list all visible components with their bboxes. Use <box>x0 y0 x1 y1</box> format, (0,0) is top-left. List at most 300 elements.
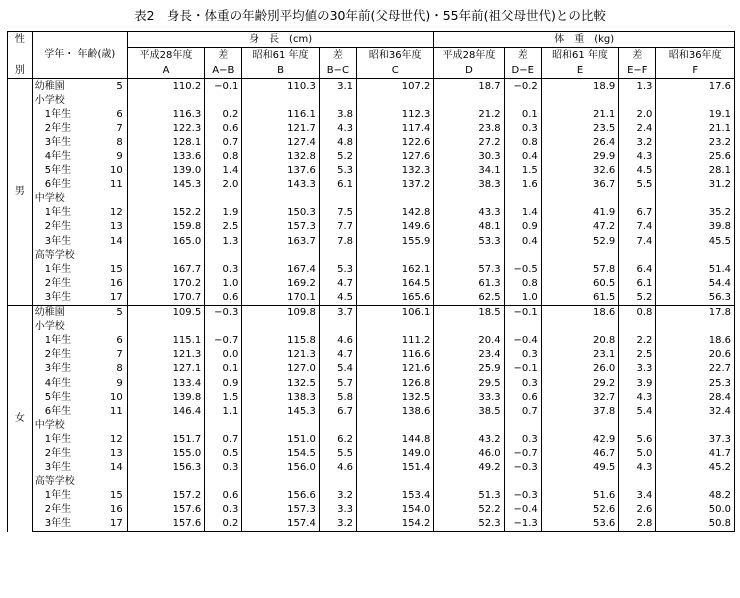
value-cell: 0.3 <box>205 461 242 475</box>
value-cell: 1.3 <box>619 79 656 94</box>
value-cell: 163.7 <box>242 234 319 248</box>
value-cell: 7.7 <box>319 220 356 234</box>
table-row <box>8 390 735 404</box>
value-cell <box>434 93 504 107</box>
value-cell: 154.0 <box>356 503 433 517</box>
value-cell: 23.1 <box>541 348 618 362</box>
value-cell: 6.7 <box>619 206 656 220</box>
value-cell: 0.8 <box>205 149 242 163</box>
value-cell: 39.8 <box>656 220 735 234</box>
value-cell: 4.6 <box>319 334 356 348</box>
value-cell: 56.3 <box>656 290 735 305</box>
school-level-label: 中学校 <box>32 192 101 206</box>
value-cell: 115.1 <box>127 334 204 348</box>
value-cell: 0.3 <box>504 121 541 135</box>
age-value: 8 <box>101 362 127 376</box>
table-row <box>8 489 735 503</box>
value-cell: 3.2 <box>619 135 656 149</box>
age-value: 16 <box>101 276 127 290</box>
value-cell: 54.4 <box>656 276 735 290</box>
value-cell <box>319 475 356 489</box>
value-cell: 132.5 <box>356 390 433 404</box>
age-value: 8 <box>101 135 127 149</box>
value-cell: 3.2 <box>319 489 356 503</box>
value-cell <box>504 320 541 334</box>
value-cell: 28.4 <box>656 390 735 404</box>
value-cell: 2.5 <box>205 220 242 234</box>
col-h-1961: 昭和36年度 <box>356 48 433 64</box>
value-cell: 2.2 <box>619 334 656 348</box>
grade-label: 1年生 <box>32 489 101 503</box>
value-cell: 1.5 <box>504 164 541 178</box>
value-cell: 0.9 <box>205 376 242 390</box>
grade-label: 2年生 <box>32 220 101 234</box>
value-cell: 6.7 <box>319 404 356 418</box>
value-cell: 1.3 <box>205 234 242 248</box>
table-row <box>8 149 735 163</box>
value-cell: 159.8 <box>127 220 204 234</box>
table-row <box>8 234 735 248</box>
table-row <box>8 107 735 121</box>
value-cell: 18.6 <box>541 305 618 320</box>
value-cell: 28.1 <box>656 164 735 178</box>
value-cell: 110.3 <box>242 79 319 94</box>
value-cell: 137.2 <box>356 178 433 192</box>
value-cell: 0.6 <box>205 290 242 305</box>
value-cell: 5.4 <box>619 404 656 418</box>
value-cell: 132.3 <box>356 164 433 178</box>
value-cell: 18.5 <box>434 305 504 320</box>
value-cell: 23.4 <box>434 348 504 362</box>
value-cell: 4.6 <box>319 461 356 475</box>
age-value: 17 <box>101 517 127 532</box>
value-cell <box>541 248 618 262</box>
age-value: 12 <box>101 206 127 220</box>
age-value: 7 <box>101 348 127 362</box>
value-cell <box>127 418 204 432</box>
value-cell: 5.2 <box>619 290 656 305</box>
value-cell <box>656 248 735 262</box>
value-cell <box>619 192 656 206</box>
value-cell <box>205 192 242 206</box>
grade-label: 2年生 <box>32 503 101 517</box>
value-cell: 1.4 <box>205 164 242 178</box>
value-cell: 5.4 <box>319 362 356 376</box>
table-row <box>8 290 735 305</box>
value-cell: 117.4 <box>356 121 433 135</box>
value-cell: 122.3 <box>127 121 204 135</box>
value-cell: 0.4 <box>504 234 541 248</box>
value-cell: 0.7 <box>205 135 242 149</box>
value-cell: 0.4 <box>504 149 541 163</box>
table-row <box>8 262 735 276</box>
value-cell: 1.5 <box>205 390 242 404</box>
value-cell <box>205 418 242 432</box>
col-h-2016: 平成28年度 <box>127 48 204 64</box>
table-row <box>8 192 735 206</box>
value-cell <box>656 192 735 206</box>
value-cell: 0.3 <box>504 432 541 446</box>
school-level-label: 小学校 <box>32 93 101 107</box>
table-row <box>8 418 735 432</box>
value-cell <box>504 248 541 262</box>
value-cell: 0.0 <box>205 348 242 362</box>
value-cell: 110.2 <box>127 79 204 94</box>
value-cell: 45.5 <box>656 234 735 248</box>
sex-header-bottom: 別 <box>8 48 33 79</box>
value-cell: −0.3 <box>504 461 541 475</box>
value-cell: 3.8 <box>319 107 356 121</box>
value-cell: 3.3 <box>619 362 656 376</box>
value-cell: 57.8 <box>541 262 618 276</box>
value-cell: 23.5 <box>541 121 618 135</box>
value-cell <box>356 475 433 489</box>
value-cell: 138.3 <box>242 390 319 404</box>
col-h-diff-ab: 差 <box>205 48 242 64</box>
value-cell: 50.8 <box>656 517 735 532</box>
value-cell: 4.7 <box>319 348 356 362</box>
grade-label: 幼稚園 <box>32 305 101 320</box>
value-cell: 4.7 <box>319 276 356 290</box>
grade-label: 2年生 <box>32 121 101 135</box>
value-cell: 4.5 <box>319 290 356 305</box>
value-cell: 32.7 <box>541 390 618 404</box>
grade-label: 6年生 <box>32 178 101 192</box>
value-cell: 35.2 <box>656 206 735 220</box>
value-cell: 20.6 <box>656 348 735 362</box>
value-cell: 32.6 <box>541 164 618 178</box>
value-cell: 132.5 <box>242 376 319 390</box>
value-cell <box>541 93 618 107</box>
table-row <box>8 93 735 107</box>
value-cell: 126.8 <box>356 376 433 390</box>
value-cell: 143.3 <box>242 178 319 192</box>
value-cell: 155.0 <box>127 446 204 460</box>
value-cell <box>356 248 433 262</box>
value-cell: 1.9 <box>205 206 242 220</box>
grade-label: 2年生 <box>32 446 101 460</box>
value-cell: 144.8 <box>356 432 433 446</box>
value-cell: 61.5 <box>541 290 618 305</box>
value-cell <box>656 320 735 334</box>
value-cell: 23.8 <box>434 121 504 135</box>
value-cell <box>242 320 319 334</box>
value-cell: 2.0 <box>619 107 656 121</box>
value-cell: 7.4 <box>619 234 656 248</box>
value-cell: 53.6 <box>541 517 618 532</box>
value-cell: 153.4 <box>356 489 433 503</box>
value-cell: 5.3 <box>319 262 356 276</box>
value-cell: 111.2 <box>356 334 433 348</box>
value-cell: 4.8 <box>319 135 356 149</box>
col-w-2016: 平成28年度 <box>434 48 504 64</box>
value-cell: 25.3 <box>656 376 735 390</box>
value-cell: 5.5 <box>319 446 356 460</box>
table-row <box>8 305 735 320</box>
value-cell: 0.1 <box>504 107 541 121</box>
age-value: 11 <box>101 178 127 192</box>
value-cell: 2.4 <box>619 121 656 135</box>
value-cell: 156.0 <box>242 461 319 475</box>
value-cell: 42.9 <box>541 432 618 446</box>
value-cell: 22.7 <box>656 362 735 376</box>
value-cell: 121.3 <box>127 348 204 362</box>
value-cell: 49.5 <box>541 461 618 475</box>
grade-label: 2年生 <box>32 276 101 290</box>
value-cell: 2.0 <box>205 178 242 192</box>
value-cell: 37.8 <box>541 404 618 418</box>
value-cell: 127.0 <box>242 362 319 376</box>
value-cell: 107.2 <box>356 79 433 94</box>
sex-header-top: 性 <box>8 32 33 48</box>
age-value: 6 <box>101 107 127 121</box>
value-cell: 51.4 <box>656 262 735 276</box>
value-cell: 0.8 <box>504 135 541 149</box>
table-row <box>8 178 735 192</box>
table-row <box>8 404 735 418</box>
grade-label: 6年生 <box>32 404 101 418</box>
table-body <box>8 79 735 532</box>
height-group-header: 身 長 (cm) <box>127 32 434 48</box>
value-cell: 1.1 <box>205 404 242 418</box>
value-cell: 50.0 <box>656 503 735 517</box>
value-cell: 0.2 <box>205 107 242 121</box>
table-row <box>8 121 735 135</box>
grade-label: 5年生 <box>32 164 101 178</box>
age-value: 11 <box>101 404 127 418</box>
value-cell: 60.5 <box>541 276 618 290</box>
grade-label: 4年生 <box>32 376 101 390</box>
value-cell: 157.4 <box>242 517 319 532</box>
value-cell: 116.1 <box>242 107 319 121</box>
table-title: 表2 身長・体重の年齢別平均値の30年前(父母世代)・55年前(祖父母世代)との比較 <box>134 8 606 23</box>
value-cell: 157.3 <box>242 220 319 234</box>
table-row <box>8 206 735 220</box>
age-value <box>101 93 127 107</box>
value-cell <box>656 93 735 107</box>
value-cell <box>656 418 735 432</box>
value-cell: 1.4 <box>504 206 541 220</box>
value-cell <box>504 418 541 432</box>
value-cell: 121.7 <box>242 121 319 135</box>
value-cell: 5.3 <box>319 164 356 178</box>
age-value: 6 <box>101 334 127 348</box>
age-value: 15 <box>101 262 127 276</box>
value-cell <box>356 93 433 107</box>
grade-label: 1年生 <box>32 262 101 276</box>
value-cell: −0.1 <box>504 362 541 376</box>
value-cell: 20.8 <box>541 334 618 348</box>
sex-label: 女 <box>8 305 33 532</box>
value-cell: 43.2 <box>434 432 504 446</box>
value-cell <box>127 93 204 107</box>
value-cell: 0.5 <box>205 446 242 460</box>
value-cell: 20.4 <box>434 334 504 348</box>
value-cell <box>504 475 541 489</box>
value-cell: 149.6 <box>356 220 433 234</box>
value-cell: 154.5 <box>242 446 319 460</box>
table-row <box>8 135 735 149</box>
col-h-diff-bc: 差 <box>319 48 356 64</box>
value-cell: 5.2 <box>319 149 356 163</box>
age-value <box>101 418 127 432</box>
value-cell: 37.3 <box>656 432 735 446</box>
col-h-1961-letter: C <box>356 63 433 79</box>
age-value: 10 <box>101 390 127 404</box>
value-cell: 165.0 <box>127 234 204 248</box>
age-value: 5 <box>101 79 127 94</box>
value-cell: 109.8 <box>242 305 319 320</box>
table-row <box>8 475 735 489</box>
value-cell <box>319 192 356 206</box>
value-cell: −0.7 <box>205 334 242 348</box>
value-cell: 3.4 <box>619 489 656 503</box>
value-cell: 127.1 <box>127 362 204 376</box>
table-row <box>8 164 735 178</box>
value-cell: 122.6 <box>356 135 433 149</box>
value-cell <box>242 418 319 432</box>
value-cell: 7.4 <box>619 220 656 234</box>
value-cell: 157.6 <box>127 517 204 532</box>
value-cell: −0.4 <box>504 503 541 517</box>
comparison-table <box>7 31 735 532</box>
value-cell: 127.4 <box>242 135 319 149</box>
value-cell: 46.7 <box>541 446 618 460</box>
value-cell: 128.1 <box>127 135 204 149</box>
grade-label: 1年生 <box>32 107 101 121</box>
value-cell: 156.3 <box>127 461 204 475</box>
value-cell: 1.6 <box>504 178 541 192</box>
age-value: 9 <box>101 149 127 163</box>
value-cell <box>127 475 204 489</box>
age-value <box>101 320 127 334</box>
school-level-label: 小学校 <box>32 320 101 334</box>
value-cell <box>504 192 541 206</box>
age-value: 14 <box>101 461 127 475</box>
value-cell <box>619 320 656 334</box>
value-cell <box>434 418 504 432</box>
value-cell: 51.3 <box>434 489 504 503</box>
value-cell: 26.4 <box>541 135 618 149</box>
value-cell: 0.8 <box>619 305 656 320</box>
value-cell: 4.3 <box>319 121 356 135</box>
col-w-diff-de: 差 <box>504 48 541 64</box>
value-cell: 21.2 <box>434 107 504 121</box>
age-value: 13 <box>101 446 127 460</box>
value-cell <box>242 248 319 262</box>
value-cell: 51.6 <box>541 489 618 503</box>
value-cell: 18.6 <box>656 334 735 348</box>
value-cell: 4.3 <box>619 461 656 475</box>
value-cell: 112.3 <box>356 107 433 121</box>
value-cell: 5.5 <box>619 178 656 192</box>
value-cell: 138.6 <box>356 404 433 418</box>
value-cell <box>242 192 319 206</box>
value-cell <box>619 418 656 432</box>
table-row <box>8 220 735 234</box>
value-cell <box>127 320 204 334</box>
value-cell: 116.3 <box>127 107 204 121</box>
value-cell: 0.6 <box>504 390 541 404</box>
grade-label: 3年生 <box>32 234 101 248</box>
value-cell: 52.2 <box>434 503 504 517</box>
value-cell: 121.6 <box>356 362 433 376</box>
value-cell: 41.7 <box>656 446 735 460</box>
value-cell: 36.7 <box>541 178 618 192</box>
grade-label: 3年生 <box>32 135 101 149</box>
value-cell: 145.3 <box>242 404 319 418</box>
value-cell: 146.4 <box>127 404 204 418</box>
value-cell: 52.9 <box>541 234 618 248</box>
value-cell: 162.1 <box>356 262 433 276</box>
value-cell: 29.9 <box>541 149 618 163</box>
value-cell: 1.0 <box>205 276 242 290</box>
value-cell: 30.3 <box>434 149 504 163</box>
value-cell <box>541 475 618 489</box>
value-cell <box>434 192 504 206</box>
value-cell: 27.2 <box>434 135 504 149</box>
age-value <box>101 192 127 206</box>
value-cell <box>619 248 656 262</box>
value-cell: 149.0 <box>356 446 433 460</box>
value-cell: 48.1 <box>434 220 504 234</box>
table-row <box>8 248 735 262</box>
value-cell: 0.7 <box>205 432 242 446</box>
value-cell: 4.3 <box>619 390 656 404</box>
value-cell <box>205 248 242 262</box>
value-cell: 0.3 <box>205 503 242 517</box>
value-cell: −0.3 <box>504 489 541 503</box>
value-cell: 26.0 <box>541 362 618 376</box>
value-cell <box>434 475 504 489</box>
value-cell: 154.2 <box>356 517 433 532</box>
value-cell <box>656 475 735 489</box>
value-cell: 3.7 <box>319 305 356 320</box>
table-row <box>8 276 735 290</box>
value-cell: 170.1 <box>242 290 319 305</box>
school-level-label: 中学校 <box>32 418 101 432</box>
value-cell: 18.7 <box>434 79 504 94</box>
value-cell: 62.5 <box>434 290 504 305</box>
grade-label: 5年生 <box>32 390 101 404</box>
value-cell: 5.7 <box>319 376 356 390</box>
value-cell <box>242 475 319 489</box>
value-cell: 38.3 <box>434 178 504 192</box>
value-cell: −0.5 <box>504 262 541 276</box>
col-w-2016-letter: D <box>434 63 504 79</box>
age-value: 7 <box>101 121 127 135</box>
value-cell: 157.6 <box>127 503 204 517</box>
value-cell: 3.9 <box>619 376 656 390</box>
table-row <box>8 432 735 446</box>
value-cell <box>356 418 433 432</box>
grade-label: 3年生 <box>32 290 101 305</box>
value-cell <box>434 320 504 334</box>
value-cell: 170.2 <box>127 276 204 290</box>
table-row <box>8 517 735 532</box>
school-level-label: 高等学校 <box>32 248 101 262</box>
value-cell <box>356 192 433 206</box>
value-cell: 132.8 <box>242 149 319 163</box>
value-cell: 47.2 <box>541 220 618 234</box>
age-value: 5 <box>101 305 127 320</box>
value-cell: 151.4 <box>356 461 433 475</box>
value-cell: 45.2 <box>656 461 735 475</box>
value-cell: 38.5 <box>434 404 504 418</box>
value-cell: 7.5 <box>319 206 356 220</box>
col-h-diff-bc-letter: B−C <box>319 63 356 79</box>
grade-label: 3年生 <box>32 461 101 475</box>
